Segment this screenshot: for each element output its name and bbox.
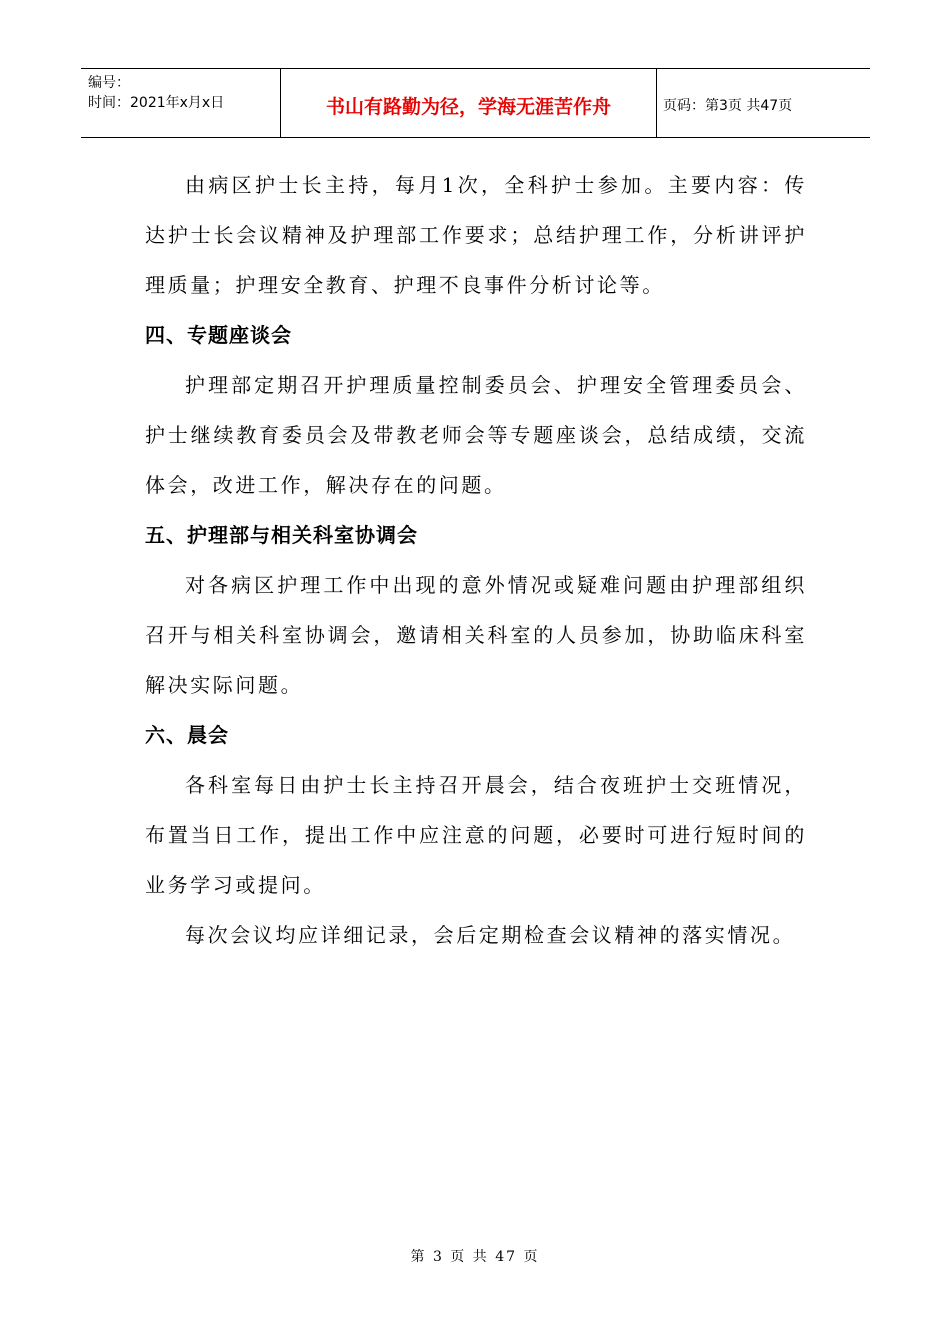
header-motto-cell — [281, 69, 657, 137]
page-header — [81, 68, 870, 138]
page-footer: 第 3 页 共 47 页 — [410, 1249, 540, 1265]
section-paragraph-4: 护理部定期召开护理质量控制委员会、护理安全管理委员会、护士继续教育委员会及带教老师会等专题座谈会，总结成绩，交流体会，改进工作，解决存在的问题。 — [145, 373, 807, 497]
section-heading-5: 五、护理部与相关科室协调会 — [145, 523, 418, 547]
header-page-info: 页码：第3页 共47页 — [663, 98, 793, 114]
header-meta — [81, 69, 281, 137]
section-paragraph-5: 对各病区护理工作中出现的意外情况或疑难问题由护理部组织召开与相关科室协调会，邀请相关科室的人员参加，协助临床科室解决实际问题。 — [145, 573, 807, 697]
section-heading-4: 四、专题座谈会 — [145, 323, 292, 347]
section-heading-6: 六、晨会 — [145, 723, 229, 747]
intro-paragraph: 由病区护士长主持，每月1次，全科护士参加。主要内容：传达护士长会议精神及护理部工作要求；总结护理工作，分析讲评护理质量；护理安全教育、护理不良事件分析讨论等。 — [145, 173, 807, 297]
document-number-label: 编号： — [88, 75, 130, 91]
document-date: 时间：2021年x月x日 — [88, 95, 225, 111]
document-body — [145, 160, 807, 960]
header-motto: 书山有路勤为径，学海无涯苦作舟 — [325, 95, 611, 118]
closing-paragraph: 每次会议均应详细记录，会后定期检查会议精神的落实情况。 — [185, 923, 796, 947]
section-paragraph-6: 各科室每日由护士长主持召开晨会，结合夜班护士交班情况，布置当日工作，提出工作中应注意的问题，必要时可进行短时间的业务学习或提问。 — [145, 773, 807, 897]
